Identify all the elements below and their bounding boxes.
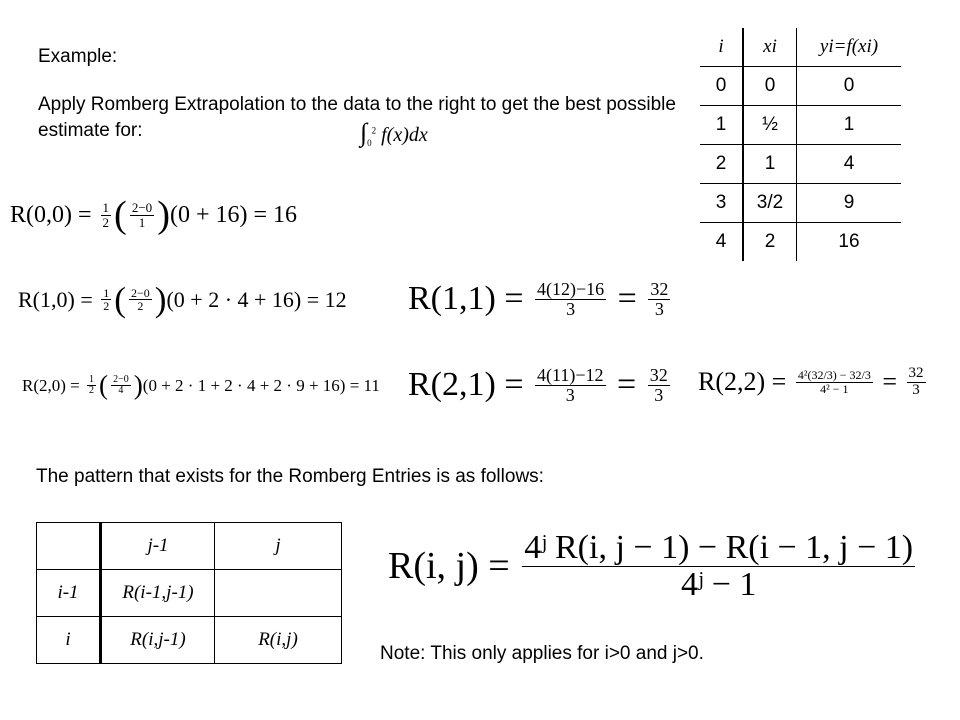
cell-y: 9: [843, 192, 855, 213]
table-row: [700, 184, 901, 223]
frac-den: 3: [654, 384, 664, 405]
eq-lhs: R(1,0): [18, 286, 75, 312]
table-row: [37, 617, 342, 664]
frac-den: 2: [102, 214, 110, 230]
cell-x: 2: [743, 223, 797, 262]
cell-i: 4: [700, 223, 743, 262]
frac-den: 4² − 1: [820, 381, 849, 396]
header-yi: yi=f(xi): [819, 36, 879, 57]
equation-general: R(i, j) = $\frac{\text{4ʲ R(i, j − 1) − R(i − 1, j − 1)}}{\text{4ʲ − 1}}$: [388, 529, 914, 603]
cell-y: 4: [843, 153, 855, 174]
eq-result: = 11: [349, 375, 380, 395]
table-row: [37, 570, 342, 617]
note-text: Note: This only applies for i>0 and j>0.: [380, 643, 704, 664]
frac-den: 3: [565, 384, 575, 405]
frac-den: 3: [912, 381, 920, 398]
frac-num: 2−0: [113, 373, 129, 385]
table-row: [700, 106, 901, 145]
cell-x: ½: [743, 106, 797, 145]
eq-lhs: R(i, j): [388, 545, 479, 588]
eq-result: = 16: [253, 201, 298, 228]
pattern-cell: R(i,j): [215, 617, 342, 664]
equation-r22: R(2,2) = $\frac{\text{4²(32/3) − 32/3}}{\text{4² − 1}}$ = $\frac{32}{3}$: [698, 365, 924, 398]
equation-r11: R(1,1) = $\frac{4(12)-16}{3}$ = $\frac{32}{3}$: [408, 279, 669, 319]
cell-x: 3/2: [743, 184, 797, 223]
table-row: [700, 67, 901, 106]
data-table: [700, 28, 901, 261]
integral-symbol: ∫: [360, 118, 368, 147]
header-i: i: [700, 28, 743, 67]
frac-num: 1: [103, 285, 110, 300]
header-xi: xi: [743, 28, 797, 67]
eq-inner: (0 + 2 · 1 + 2 · 4 + 2 · 9 + 16): [142, 375, 346, 395]
frac-den: 3: [654, 298, 664, 319]
data-table-header: [700, 28, 901, 67]
integral-upper-bound: 2: [371, 125, 377, 136]
frac-num: 1: [89, 373, 95, 385]
table-row: [37, 523, 342, 570]
frac-num: 32: [649, 365, 668, 385]
frac-den: 1: [138, 214, 146, 230]
table-row: [700, 223, 901, 262]
equation-r10: R(1,0) = $\frac{1}{2}$ ( $\frac{2-0}{2}$ ) (0 + 2 · 4 + 16) = 12: [18, 280, 347, 319]
eq-lhs: R(0,0): [10, 201, 72, 228]
cell-y: 16: [838, 231, 860, 252]
integrand: f(x)dx: [381, 124, 428, 146]
cell-i: 0: [700, 67, 743, 106]
frac-num: 4(11)−12: [537, 365, 604, 385]
eq-lhs: R(2,0): [22, 375, 66, 395]
eq-inner: (0 + 16): [169, 201, 248, 228]
eq-lhs: R(2,2): [698, 367, 766, 397]
frac-den: 2: [89, 385, 95, 397]
frac-den: 2: [103, 299, 110, 314]
frac-num: 4(12)−16: [537, 279, 605, 299]
pattern-cell: j-1: [101, 523, 215, 570]
cell-y: 1: [843, 114, 855, 135]
cell-i: 2: [700, 145, 743, 184]
pattern-cell: R(i-1,j-1): [101, 570, 215, 617]
cell-x: 1: [743, 145, 797, 184]
equation-r00: R(0,0) = $\frac{1}{2}$ ( $\frac{2-0}{1}$ ) (0 + 16) = 16: [10, 194, 298, 236]
pattern-cell: [215, 570, 342, 617]
frac-den: 4: [118, 385, 124, 397]
equation-r21: R(2,1) = $\frac{4(11)-12}{3}$ = $\frac{32}{3}$: [408, 365, 668, 405]
eq-lhs: R(2,1): [408, 366, 496, 404]
cell-i: 3: [700, 184, 743, 223]
frac-den: 4ʲ − 1: [680, 565, 757, 603]
frac-num: 2−0: [131, 200, 153, 216]
frac-num: 32: [908, 365, 924, 381]
equation-r20: R(2,0) = $\frac{1}{2}$ ( $\frac{2-0}{4}$ ) (0 + 2 · 1 + 2 · 4 + 2 · 9 + 16) = 11: [22, 370, 380, 400]
frac-num: 4ʲ R(i, j − 1) − R(i − 1, j − 1): [524, 529, 914, 566]
pattern-cell: [37, 523, 101, 570]
cell-x: 0: [743, 67, 797, 106]
frac-num: 4²(32/3) − 32/3: [797, 368, 871, 383]
frac-den: 3: [566, 298, 576, 319]
pattern-cell: j: [215, 523, 342, 570]
intro-text: Apply Romberg Extrapolation to the data to the right to get the best possible estimate for:: [38, 94, 676, 141]
frac-num: 1: [102, 200, 110, 216]
pattern-cell: i: [37, 617, 101, 664]
frac-den: 2: [137, 299, 144, 314]
integral-lower-bound: 0: [367, 138, 372, 148]
eq-result: = 12: [306, 286, 347, 312]
pattern-text: The pattern that exists for the Romberg Entries is as follows:: [36, 466, 544, 487]
cell-y: 0: [843, 75, 855, 96]
frac-num: 2−0: [130, 285, 150, 300]
cell-i: 1: [700, 106, 743, 145]
example-title: Example:: [38, 46, 118, 67]
pattern-table: [36, 522, 342, 664]
eq-inner: (0 + 2 · 4 + 16): [166, 286, 302, 312]
integral-expression: [360, 118, 428, 148]
eq-lhs: R(1,1): [408, 280, 496, 318]
table-row: [700, 145, 901, 184]
pattern-cell: i-1: [37, 570, 101, 617]
pattern-cell: R(i,j-1): [101, 617, 215, 664]
frac-num: 32: [650, 279, 669, 299]
